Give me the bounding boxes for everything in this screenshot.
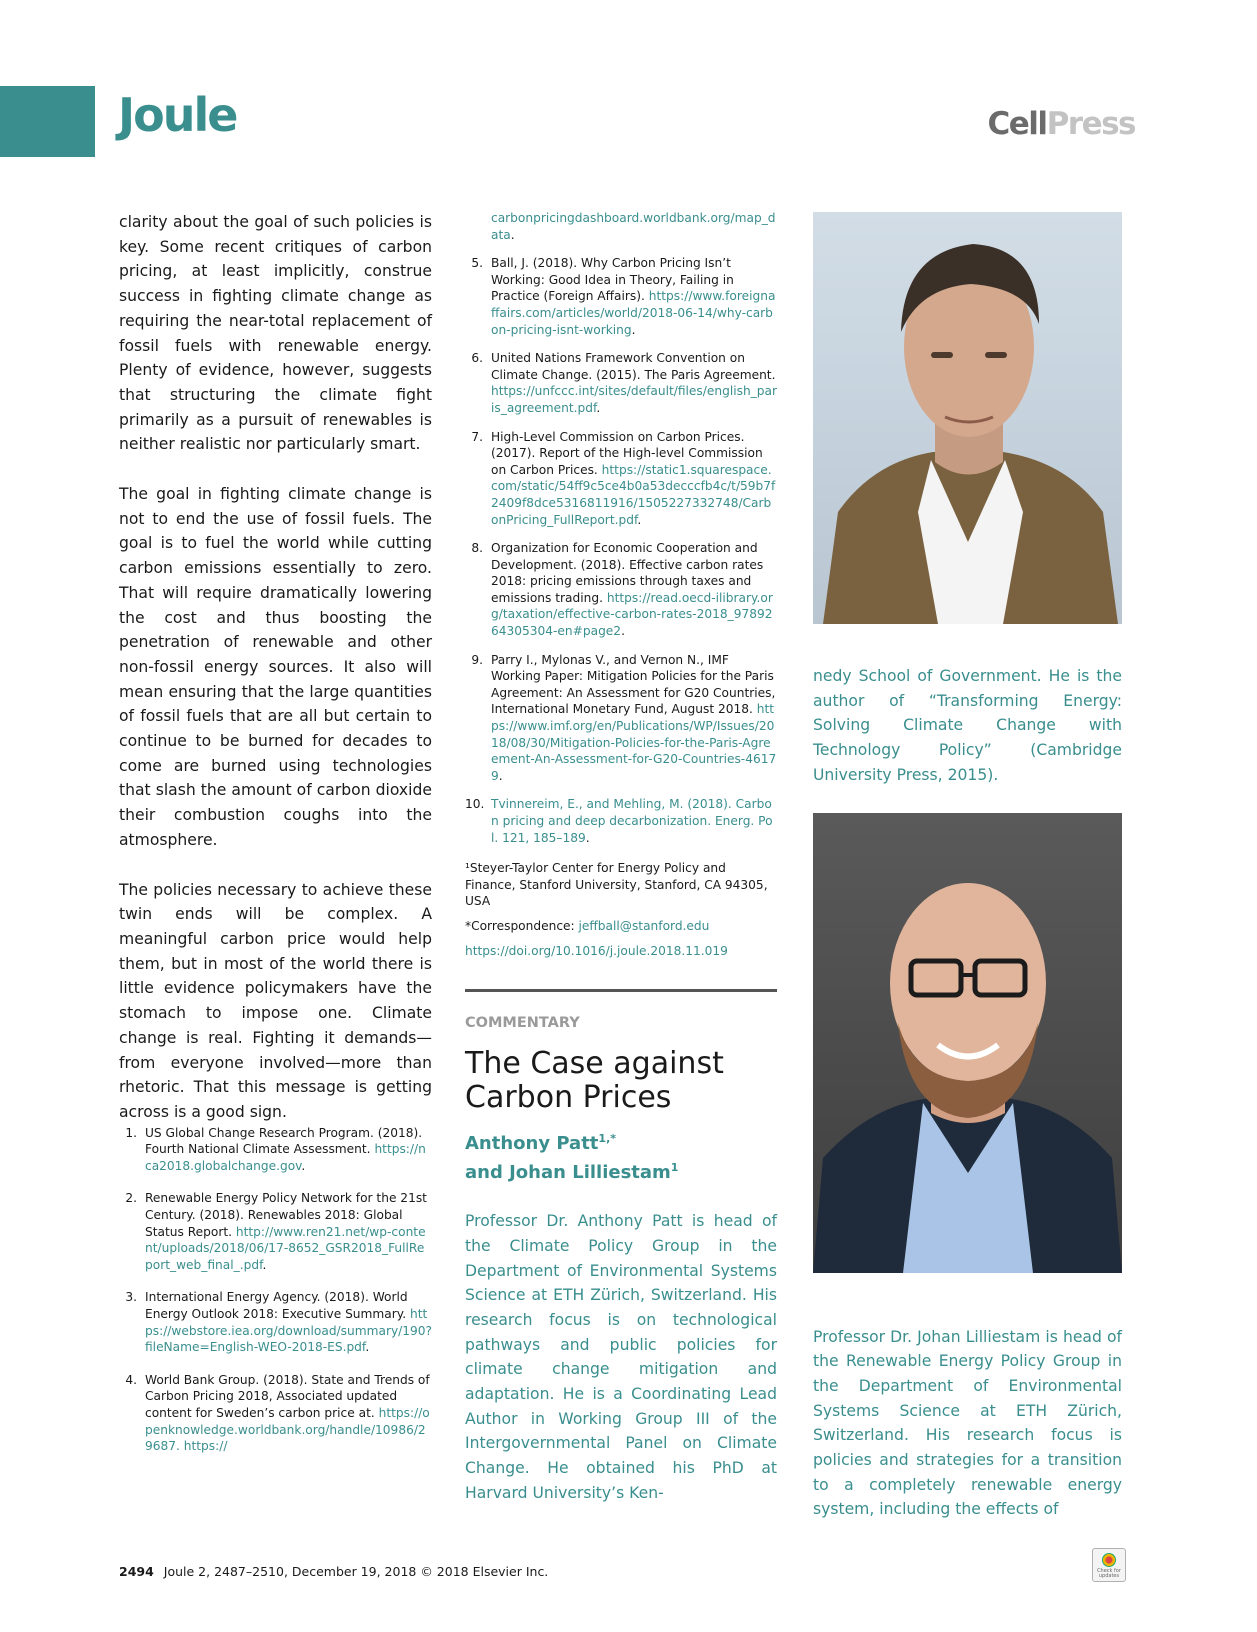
author-1-bio: Professor Dr. Anthony Patt is head of the Climate Policy Group in the Department of Environmental Systems Science at ETH Zürich, Switzerland. His research focus is on technological pathways and public policies for climate change mitigation and adaptation. He is a Coordinating Lead Author in Working Group III of the Intergovernmental Panel on Climate Change. He obtained his PhD at Harvard University’s Ken- xyxy=(465,1212,777,1502)
reference-text: Organization for Economic Cooperation and Development. (2018). Effective carbon rates 2018: pricing emissions through taxes and emissions trading. xyxy=(491,541,764,605)
correspondence xyxy=(465,918,777,935)
page-footer xyxy=(119,1564,548,1579)
section-divider xyxy=(465,989,777,992)
reference-item-10 xyxy=(465,796,777,846)
body-paragraph-1: clarity about the goal of such policies is key. Some recent critiques of carbon pricing, at least implicitly, construe success in fighting climate change as requiring the near-total replacement of fossil fuels with renewable energy. Plenty of evidence, however, suggests that structuring the climate fight primarily as a pursuit of renewables is neither realistic nor particularly smart. xyxy=(119,213,432,454)
author-affiliation: ¹Steyer-Taylor Center for Energy Policy and Finance, Stanford University, Stanford, CA 94305, USA xyxy=(465,861,768,909)
page-number: 2494 xyxy=(119,1564,154,1579)
reference-item-2 xyxy=(119,1190,432,1273)
reference-tail: . xyxy=(301,1158,306,1173)
column-middle xyxy=(465,210,777,1506)
reference-list-part-2 xyxy=(465,210,777,846)
header-color-block xyxy=(0,86,95,157)
author-1-name[interactable]: Anthony Patt xyxy=(465,1133,599,1155)
reference-tail: . xyxy=(637,512,642,527)
author-1-bio-continued: nedy School of Government. He is the author of “Transforming Energy: Solving Climate Change with Technology Policy” (Cambridge University Press, 2015). xyxy=(813,667,1122,784)
correspondence-email-link[interactable]: jeffball@stanford.edu xyxy=(578,918,710,933)
reference-item-4-continued xyxy=(465,210,777,243)
publisher-logo xyxy=(988,106,1135,142)
doi-link[interactable]: https://doi.org/10.1016/j.joule.2018.11.019 xyxy=(465,943,728,958)
reference-item-5 xyxy=(465,255,777,338)
author-2-portrait-figure xyxy=(813,813,1122,1273)
reference-number: 9. xyxy=(471,652,483,667)
reference-link[interactable]: Tvinnereim, E., and Mehling, M. (2018). Carbon pricing and deep decarbonization. Energ. Pol. 121, 185–189 xyxy=(491,797,773,845)
author-1-portrait-figure xyxy=(813,212,1122,624)
reference-text: Renewable Energy Policy Network for the 21st Century. (2018). Renewables 2018: Global Status Report. xyxy=(145,1191,427,1239)
reference-item-9 xyxy=(465,652,777,785)
footer-citation: Joule 2, 2487–2510, December 19, 2018 © 2018 Elsevier Inc. xyxy=(163,1564,549,1579)
reference-number: 4. xyxy=(125,1372,137,1387)
correspondence-label: *Correspondence: xyxy=(465,918,579,933)
reference-tail: . xyxy=(510,227,515,242)
reference-link[interactable]: https://static1.squarespace.com/static/54ff9c5ce4b0a53decccfb4c/t/59b7f2409f8dce5316811916/1505227332748/CarbonPricing_FullReport.pdf xyxy=(491,462,776,527)
reference-number: 8. xyxy=(471,541,483,556)
article-authors xyxy=(465,1127,777,1185)
body-paragraph-2: The goal in fighting climate change is not to end the use of fossil fuels. The goal is to fuel the world while cutting carbon emissions essentially to zero. That will require dramatically lowering the cost and thus boosting the penetration of renewable and other non-fossil energy sources. It also will mean ensuring that the large quantities of fossil fuels that are all but certain to continue to be burned for decades to come are burned using technologies that slash the amount of carbon dioxide their combustion coughs into the atmosphere. xyxy=(119,485,432,849)
reference-number: 1. xyxy=(125,1125,137,1140)
author-2-bio: Professor Dr. Johan Lilliestam is head of the Renewable Energy Policy Group in the Department of Environmental Systems Science at ETH Zürich, Switzerland. His research focus is policies and strategies for a transition to a completely renewable energy system, including the effects of xyxy=(813,1327,1122,1519)
reference-number: 6. xyxy=(471,351,483,366)
reference-link[interactable]: http://www.ren21.net/wp-content/uploads/2018/06/17-8652_GSR2018_FullReport_web_final_.pdf xyxy=(145,1224,426,1272)
reference-tail: . xyxy=(365,1340,370,1355)
reference-link[interactable]: https://unfccc.int/sites/default/files/english_paris_agreement.pdf xyxy=(491,384,777,415)
reference-tail[interactable]: . https:// xyxy=(176,1439,228,1454)
reference-item-8 xyxy=(465,540,777,640)
reference-link[interactable]: carbonpricingdashboard.worldbank.org/map_data xyxy=(491,211,776,242)
reference-tail: . xyxy=(585,830,590,845)
article-title xyxy=(465,1047,777,1115)
check-for-updates-button[interactable] xyxy=(1092,1548,1126,1582)
reference-tail: . xyxy=(596,400,601,415)
column-right xyxy=(813,212,1122,1522)
journal-logo: Joule xyxy=(118,88,237,142)
author-1-portrait xyxy=(813,212,1122,624)
author-2-name[interactable]: and Johan Lilliestam xyxy=(465,1162,671,1184)
reference-link[interactable]: https://webstore.iea.org/download/summary/190?fileName=English-WEO-2018-ES.pdf xyxy=(145,1306,433,1355)
reference-item-7 xyxy=(465,429,777,529)
reference-link[interactable]: https://openknowledge.worldbank.org/handle/10986/29687 xyxy=(145,1405,430,1454)
reference-link[interactable]: https://www.foreignaffairs.com/articles/world/2018-06-14/why-carbon-pricing-isnt-working xyxy=(491,289,776,337)
reference-link[interactable]: https://nca2018.globalchange.gov xyxy=(145,1142,426,1173)
reference-number: 3. xyxy=(125,1290,137,1305)
reference-tail: . xyxy=(262,1257,267,1272)
article-title-line-1: The Case against xyxy=(465,1046,724,1082)
section-label: COMMENTARY xyxy=(465,1015,580,1032)
reference-text: World Bank Group. (2018). State and Trends of Carbon Pricing 2018, Associated updated content for Sweden’s carbon price at. xyxy=(145,1372,430,1420)
reference-list-part-1 xyxy=(119,1125,432,1455)
reference-text: Ball, J. (2018). Why Carbon Pricing Isn’t Working: Good Idea in Theory, Failing in Practice (Foreign Affairs). xyxy=(491,256,734,304)
reference-link[interactable]: https://read.oecd-ilibrary.org/taxation/effective-carbon-rates-2018_9789264305304-en#page2 xyxy=(491,590,773,639)
body-paragraph-3: The policies necessary to achieve these twin ends will be complex. A meaningful carbon price would help them, but in most of the world there is little evidence policymakers have the stomach to impose one. Climate change is real. Fighting it demands—from everyone involved—more than rhetoric. That this message is getting across is a good sign. xyxy=(119,880,432,1121)
article-title-line-2: Carbon Prices xyxy=(465,1080,672,1116)
reference-item-3 xyxy=(119,1289,432,1355)
check-updates-label: Check for updates xyxy=(1097,1568,1121,1579)
author-1-affiliation-mark: 1,* xyxy=(598,1132,617,1146)
reference-number: 7. xyxy=(471,429,483,444)
reference-text: International Energy Agency. (2018). World Energy Outlook 2018: Executive Summary. xyxy=(145,1290,410,1321)
reference-text: United Nations Framework Convention on Climate Change. (2015). The Paris Agreement. xyxy=(491,351,776,382)
reference-number: 2. xyxy=(125,1191,137,1206)
author-2-affiliation-mark: 1 xyxy=(670,1161,679,1175)
check-updates-icon xyxy=(1102,1553,1116,1567)
reference-item-6 xyxy=(465,350,777,416)
reference-text: Parry I., Mylonas V., and Vernon N., IMF Working Paper: Mitigation Policies for the Paris Agreement: An Assessment for G20 Countries, International Monetary Fund, August 2018. xyxy=(491,652,776,717)
reference-text: US Global Change Research Program. (2018). Fourth National Climate Assessment. xyxy=(145,1125,423,1157)
publisher-logo-press: Press xyxy=(1046,106,1135,142)
publisher-logo-cell: Cell xyxy=(987,106,1047,142)
reference-item-1 xyxy=(119,1125,432,1175)
column-left xyxy=(119,210,432,1471)
reference-item-4 xyxy=(119,1372,432,1455)
reference-tail: . xyxy=(621,624,625,639)
reference-number: 10. xyxy=(465,797,485,812)
author-2-portrait xyxy=(813,813,1122,1273)
reference-number: 5. xyxy=(471,256,483,271)
reference-link[interactable]: https://www.imf.org/en/Publications/WP/Issues/2018/08/30/Mitigation-Policies-for-the-Paris-Agreement-An-Assessment-for-G20-Countries-46179 xyxy=(491,702,777,783)
reference-text: High-Level Commission on Carbon Prices. (2017). Report of the High-level Commission on Carbon Prices. xyxy=(491,429,763,477)
reference-tail: . xyxy=(631,322,636,337)
reference-tail: . xyxy=(498,768,503,783)
